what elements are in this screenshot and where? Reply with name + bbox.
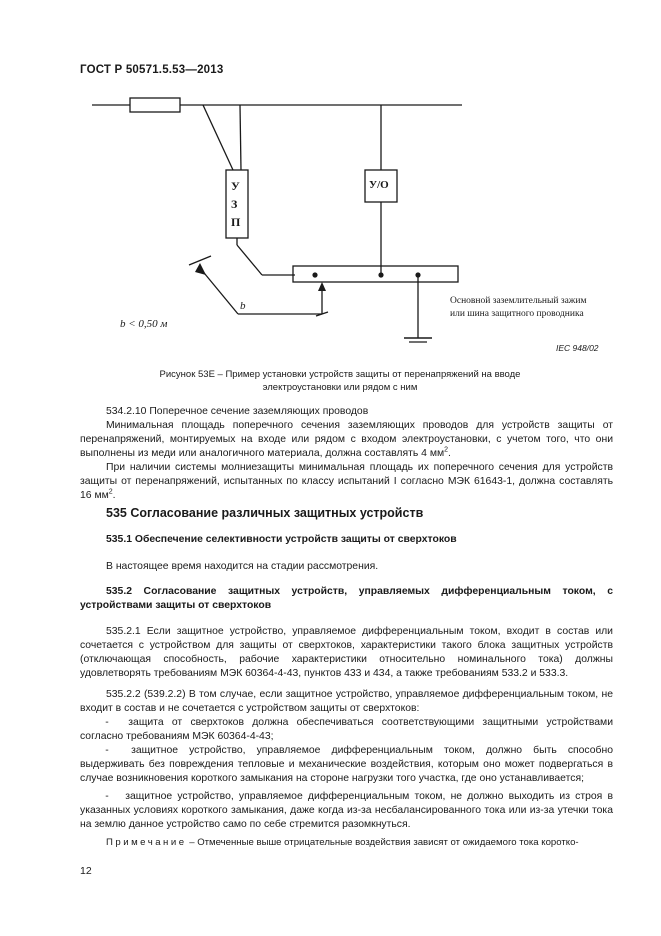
terminal-point-3 — [415, 272, 420, 277]
installation-diagram — [0, 80, 661, 380]
spd-letter-1: У — [231, 179, 240, 193]
note-label: Примечание — [106, 837, 187, 848]
page-number: 12 — [80, 865, 92, 877]
iec-code: IEC 948/02 — [556, 343, 599, 353]
section-535-2-title: 535.2 Согласование защитных устройств, управляемых дифференциальным током, с устройствами защиты от сверхтоков — [80, 586, 613, 611]
arrowhead-top — [195, 263, 206, 275]
list-item: - защитное устройство, управляемое дифференциальным током, должно быть способно выдерживать без повреждения тепловые и механические воздействия, которым оно может подвергаться в случае возникновения короткого замыкания на стороне нагрузки того участка, где оно устанавливается; — [80, 745, 613, 784]
fuse-symbol — [130, 98, 180, 112]
spd-letter-2: З — [231, 197, 238, 211]
section-535-2-2-para: 535.2.2 (539.2.2) В том случае, если защитное устройство, управляемое дифференциальным током, не входит в состав и не сочетается с устройством защиты от сверхтоков: — [80, 689, 613, 714]
note — [80, 836, 613, 849]
spd-feed-left — [203, 105, 233, 170]
terminal-label-line2: или шина защитного проводника — [450, 309, 584, 319]
spd-earth-conductor — [237, 245, 262, 275]
note-text: – Отмеченные выше отрицательные воздействия зависят от ожидаемого тока коротко- — [186, 837, 579, 848]
list-item: - защита от сверхтоков должна обеспечиваться соответствующими защитными устройствами согласно требованиям МЭК 60364-4-43; — [80, 717, 613, 742]
section-534-2-10-para2: При наличии системы молниезащиты минимальная площадь их поперечного сечения для устройств защиты от перенапряжений, испытанных по классу испытаний I согласно МЭК 61643-1, должна составлять 16 $мм^2$. — [80, 462, 613, 501]
arrowhead-bottom — [318, 282, 326, 291]
section-535-title: 535 Согласование различных защитных устройств — [106, 506, 424, 520]
equipment-label: У/О — [369, 179, 389, 191]
section-535-1-text: В настоящее время находится на стадии рассмотрения. — [106, 561, 379, 572]
spd-letter-3: П — [231, 215, 241, 229]
caption-line-1: Рисунок 53Е – Пример установки устройств защиты от перенапряжений на вводе — [159, 369, 521, 380]
section-534-2-10-para1: Минимальная площадь поперечного сечения заземляющих проводов для устройств защиты от перенапряжений, монтируемых на входе или рядом с входом электроустановки, с учетом того, что они выполнены из меди или аналогичного материала, должна составлять 4 $мм^2$. — [80, 420, 613, 459]
distance-limit-label: b < 0,50 м — [120, 318, 168, 330]
section-535-2-1-para: 535.2.1 Если защитное устройство, управляемое дифференциальным током, входит в состав или сочетается с устройством для защиты от сверхтоков, характеристики такого блока защитных устройств (отключающая способность, рабочие характеристики относительно номинального тока) должны удовлетворять требованиям МЭК 60364-4-43, пунктов 433 и 434, а также требованиям 533.2 и 533.3. — [80, 626, 613, 679]
figure-53e — [0, 80, 661, 380]
terminal-point-2 — [378, 272, 383, 277]
terminal-label-line1: Основной заземлительный зажим — [450, 296, 587, 306]
section-534-2-10-heading: 534.2.10 Поперечное сечение заземляющих проводов — [106, 406, 369, 417]
figure-caption — [130, 368, 550, 394]
section-535-1-title: 535.1 Обеспечение селективности устройств защиты от сверхтоков — [106, 534, 457, 545]
terminal-point-1 — [312, 272, 317, 277]
list-item: - защитное устройство, управляемое дифференциальным током, не должно выходить из строя в указанных условиях короткого замыкания, даже когда из-за несбалансированного тока или из-за утечки тока на землю данное устройство само по себе стремится разомкнуться. — [80, 791, 614, 830]
earthing-terminal-bar — [293, 266, 458, 282]
distance-b-label: b — [240, 300, 246, 312]
spd-feed-right — [240, 105, 241, 170]
caption-line-2: электроустановки или рядом с ним — [262, 382, 418, 393]
terminal-label — [450, 295, 586, 321]
standard-header: ГОСТ Р 50571.5.53—2013 — [80, 64, 224, 76]
